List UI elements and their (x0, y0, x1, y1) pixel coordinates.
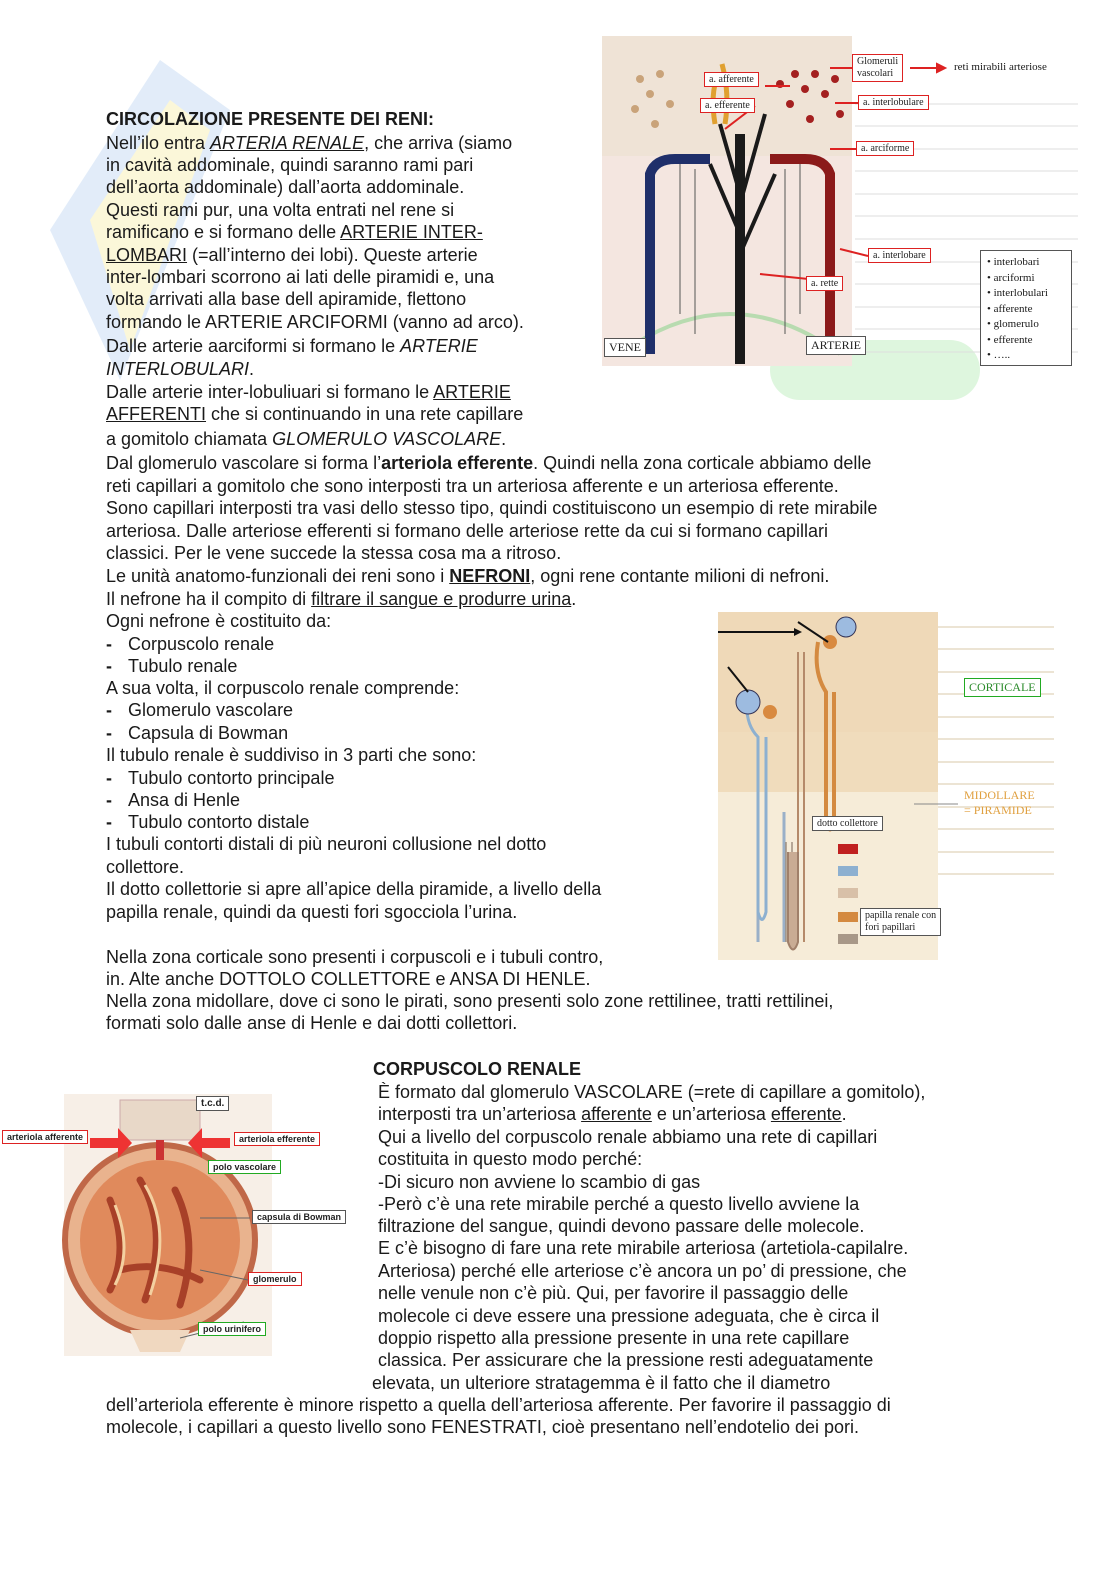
kidney-circulation-figure (600, 34, 1080, 374)
bullet-item: - Tubulo renale (106, 656, 238, 676)
list-item: • glomerulo (987, 318, 1039, 330)
label-arterie: ARTERIE (806, 336, 866, 355)
bullet-item: - Capsula di Bowman (106, 723, 289, 743)
label-rette: a. rette (806, 276, 843, 291)
text-line: filtrazione del sangue, quindi devono passare delle molecole. (378, 1216, 865, 1236)
label-glomeruli: Glomeruli vascolari (852, 54, 903, 82)
text-line: Nella zona corticale sono presenti i corpuscoli e i tubuli contro, (106, 947, 604, 967)
text-line: E c’è bisogno di fare una rete mirabile arteriosa (artetiola-capilalre. (378, 1238, 909, 1258)
text-line: A sua volta, il corpuscolo renale comprende: (106, 678, 460, 698)
text-line: dell’arteriola efferente è minore rispetto a quella dell’arteriosa afferente. Per favorire il passaggio di (106, 1395, 891, 1415)
text-line: Il tubulo renale è suddiviso in 3 parti che sono: (106, 745, 477, 765)
text-line: classici. Per le vene succede la stessa cosa ma a ritroso. (106, 543, 562, 563)
text-line: Il nefrone ha il compito di filtrare il sangue e produrre urina. (106, 589, 577, 609)
text-line: doppio rispetto alla pressione presente in una rete capillare (378, 1328, 850, 1348)
text-line: Le unità anatomo-funzionali dei reni sono i NEFRONI, ogni rene contante milioni di nefroni. (106, 566, 830, 586)
label-efferente: a. efferente (700, 98, 755, 113)
list-item: • ….. (987, 349, 1011, 361)
text-line: Questi rami pur, una volta entrati nel rene si (106, 200, 455, 220)
vessel-order-list (980, 250, 1072, 366)
section-heading: CORPUSCOLO RENALE (373, 1059, 582, 1079)
text-line: ramificano e si formano delle ARTERIE INTER- (106, 222, 483, 242)
section-heading: CIRCOLAZIONE PRESENTE DEI RENI: (106, 109, 435, 129)
label-tcd: t.c.d. (196, 1096, 229, 1111)
text-line: interposti tra un’arteriosa afferente e un’arteriosa efferente. (378, 1104, 847, 1124)
label-arteriola-afferente: arteriola afferente (2, 1130, 88, 1144)
text-line: Ogni nefrone è costituito da: (106, 611, 332, 631)
text-line: arteriosa. Dalle arteriose efferenti si formano delle arteriose rette da cui si formano capillari (106, 521, 829, 541)
text-line: I tubuli contorti distali di più neuroni collusione nel dotto (106, 834, 547, 854)
text-line: in cavità addominale, quindi saranno rami pari (106, 155, 474, 175)
label-arciforme: a. arciforme (856, 141, 914, 156)
text-line: costituita in questo modo perché: (378, 1149, 643, 1169)
renal-corpuscle-figure (0, 1090, 360, 1360)
bullet-item: - Glomerulo vascolare (106, 700, 294, 720)
text-line: in. Alte anche DOTTOLO COLLETTORE e ANSA DI HENLE. (106, 969, 591, 989)
bullet-item: - Ansa di Henle (106, 790, 241, 810)
text-line: reti capillari a gomitolo che sono interposti tra un arteriosa afferente e un arteriosa efferente. (106, 476, 839, 496)
text-line: formati solo dalle anse di Henle e dai dotti collettori. (106, 1013, 518, 1033)
nephron-figure (718, 612, 1058, 960)
text-line: collettore. (106, 857, 185, 877)
bullet-item: - Corpuscolo renale (106, 634, 275, 654)
label-midollare: MIDOLLARE = PIRAMIDE (964, 788, 1035, 817)
label-arteriola-efferente: arteriola efferente (234, 1132, 320, 1146)
list-item: • arciformi (987, 271, 1035, 284)
list-item: • interlobari (987, 256, 1040, 268)
label-corticale: CORTICALE (964, 678, 1041, 697)
text-line: Dalle arterie inter-lobuliuari si formano le ARTERIE (106, 382, 511, 402)
text-line: AFFERENTI che si continuando in una rete capillare (106, 404, 524, 424)
text-line: Arteriosa) perché elle arteriose c’è ancora un po’ di pressione, che (378, 1261, 907, 1281)
text-line: inter-lombari scorrono ai lati delle piramidi e, una (106, 267, 495, 287)
list-item: • efferente (987, 333, 1033, 346)
text-line: Il dotto collettorie si apre all’apice della piramide, a livello della (106, 879, 602, 899)
label-dotto-collettore: dotto collettore (812, 816, 883, 831)
list-item: • afferente (987, 302, 1033, 315)
label-vene: VENE (604, 338, 646, 357)
label-capsula-bowman: capsula di Bowman (252, 1210, 346, 1224)
text-line: dell’aorta addominale) dall’aorta addominale. (106, 177, 465, 197)
text-line: Dalle arterie aarciformi si formano le ARTERIE (106, 336, 478, 356)
label-reti-mirabili: reti mirabili arteriose (954, 61, 1047, 73)
label-polo-urinifero: polo urinifero (198, 1322, 266, 1336)
label-glomerulo: glomerulo (248, 1272, 302, 1286)
text-line: formando le ARTERIE ARCIFORMI (vanno ad arco). (106, 312, 524, 332)
label-afferente: a. afferente (704, 72, 759, 87)
text-line: LOMBARI (=all’interno dei lobi). Queste arterie (106, 245, 478, 265)
label-interlobare: a. interlobare (868, 248, 931, 263)
text-line: Sono capillari interposti tra vasi dello stesso tipo, quindi costituiscono un esempio di rete mirabile (106, 498, 878, 518)
text-line: -Di sicuro non avviene lo scambio di gas (378, 1172, 701, 1192)
text-line: Nell’ilo entra ARTERIA RENALE, che arriva (siamo (106, 133, 513, 153)
text-line: volta arrivati alla base dell apiramide, flettono (106, 289, 467, 309)
text-line: elevata, un ulteriore stratagemma è il fatto che il diametro (372, 1373, 831, 1393)
bullet-item: - Tubulo contorto distale (106, 812, 310, 832)
label-polo-vascolare: polo vascolare (208, 1160, 281, 1174)
text-line: -Però c’è una rete mirabile perché a questo livello avviene la (378, 1194, 860, 1214)
text-line: molecole, i capillari a questo livello sono FENESTRATI, cioè presentano nell’endotelio dei pori. (106, 1417, 860, 1437)
text-line: nelle venule non c’è più. Qui, per favorire il passaggio delle (378, 1283, 849, 1303)
label-interlobulare: a. interlobulare (858, 95, 929, 110)
text-line: molecole ci deve essere una pressione adeguata, che è circa il (378, 1306, 880, 1326)
text-line: Nella zona midollare, dove ci sono le pirati, sono presenti solo zone rettilinee, tratti rettilinei, (106, 991, 834, 1011)
label-papilla: papilla renale con fori papillari (860, 908, 941, 936)
bullet-item: - Tubulo contorto principale (106, 768, 335, 788)
text-line: È formato dal glomerulo VASCOLARE (=rete di capillare a gomitolo), (378, 1082, 926, 1102)
text-line: papilla renale, quindi da questi fori sgocciola l’urina. (106, 902, 518, 922)
list-item: • interlobulari (987, 287, 1048, 299)
text-line: INTERLOBULARI. (106, 359, 255, 379)
text-line: classica. Per assicurare che la pressione resti adeguatamente (378, 1350, 874, 1370)
text-line: Dal glomerulo vascolare si forma l’arteriola efferente. Quindi nella zona corticale abbiamo delle (106, 453, 872, 473)
text-line: a gomitolo chiamata GLOMERULO VASCOLARE. (106, 429, 507, 449)
text-line: Qui a livello del corpuscolo renale abbiamo una rete di capillari (378, 1127, 878, 1147)
